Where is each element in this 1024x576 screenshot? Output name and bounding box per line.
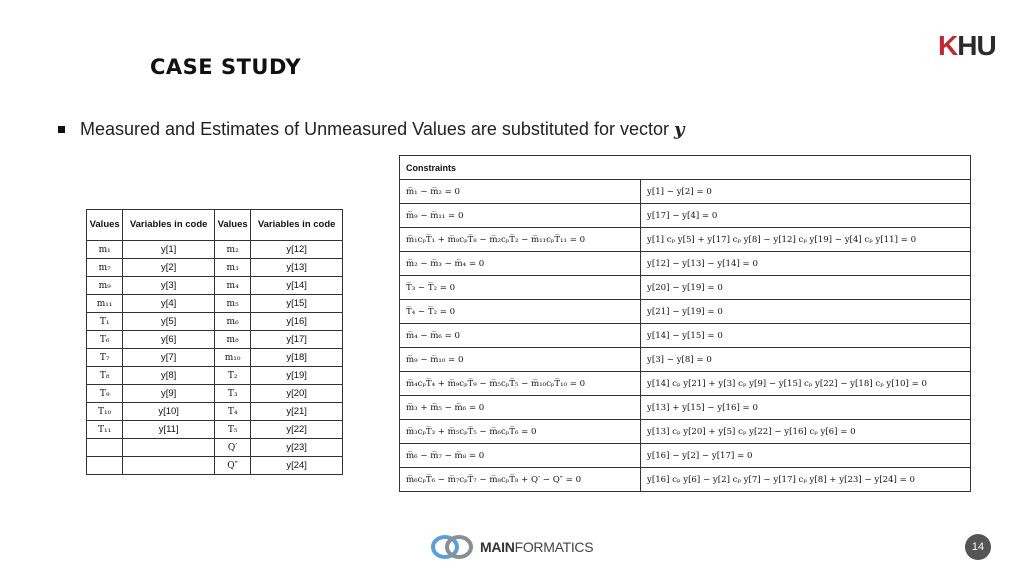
table-cell: m₁	[87, 241, 123, 259]
values-table	[86, 209, 343, 475]
table-cell: y[17]	[251, 331, 343, 349]
constraint-code: y[1] cₚ y[5] + y[17] cₚ y[8] − y[12] cₚ y[19] − y[4] cₚ y[11] = 0	[641, 228, 971, 252]
table-cell	[87, 439, 123, 457]
constraint-row	[400, 180, 971, 204]
table-cell: y[2]	[123, 259, 215, 277]
table-cell: y[9]	[123, 385, 215, 403]
table-cell: y[14]	[251, 277, 343, 295]
table-row	[87, 457, 343, 475]
constraint-equation: m̅₆cₚT̅₆ − m̅₇cₚT̅₇ − m̅₈cₚT̅₈ + Q′ − Q″ = 0	[400, 468, 641, 492]
table-cell: y[16]	[251, 313, 343, 331]
table-cell: y[21]	[251, 403, 343, 421]
table-cell: m₆	[214, 313, 250, 331]
constraint-code: y[1] − y[2] = 0	[641, 180, 971, 204]
constraint-code: y[14] cₚ y[21] + y[3] cₚ y[9] − y[15] cₚ y[22] − y[18] cₚ y[10] = 0	[641, 372, 971, 396]
table-cell: m₈	[214, 331, 250, 349]
table-cell	[87, 457, 123, 475]
table-cell: y[11]	[123, 421, 215, 439]
table-cell: y[18]	[251, 349, 343, 367]
mainformatics-logo	[430, 533, 593, 561]
table-cell: y[1]	[123, 241, 215, 259]
constraint-code: y[13] cₚ y[20] + y[5] cₚ y[22] − y[16] cₚ y[6] = 0	[641, 420, 971, 444]
constraint-equation: m̅₉ − m̅₁₁ = 0	[400, 204, 641, 228]
constraints-table	[399, 155, 971, 492]
table-row	[87, 241, 343, 259]
table-row	[87, 439, 343, 457]
table-cell: y[12]	[251, 241, 343, 259]
table-cell: m₁₁	[87, 295, 123, 313]
constraint-row	[400, 300, 971, 324]
constraint-equation: T̅₃ − T̅₂ = 0	[400, 276, 641, 300]
constraints-header: Constraints	[400, 156, 971, 180]
constraint-code: y[17] − y[4] = 0	[641, 204, 971, 228]
constraint-equation: m̅₉ − m̅₁₀ = 0	[400, 348, 641, 372]
table-row	[87, 313, 343, 331]
table-cell: y[22]	[251, 421, 343, 439]
bullet-point	[58, 119, 684, 140]
bullet-text: Measured and Estimates of Unmeasured Values are substituted for vector	[80, 119, 669, 139]
constraint-row	[400, 324, 971, 348]
header-variables-2: Variables in code	[251, 210, 343, 241]
constraint-row	[400, 420, 971, 444]
table-row	[87, 349, 343, 367]
constraint-equation: m̅₁cₚT̅₁ + m̅₈cₚT̅₈ − m̅₂cₚT̅₂ − m̅₁₁cₚT̅₁₁ = 0	[400, 228, 641, 252]
constraint-row	[400, 372, 971, 396]
table-cell: T₂	[214, 367, 250, 385]
bullet-vector: y	[673, 119, 685, 140]
constraint-row	[400, 444, 971, 468]
page-title: CASE STUDY	[150, 55, 302, 79]
constraint-equation: m̅₁ − m̅₂ = 0	[400, 180, 641, 204]
constraint-code: y[16] cₚ y[6] − y[2] cₚ y[7] − y[17] cₚ y[8] + y[23] − y[24] = 0	[641, 468, 971, 492]
constraint-row	[400, 468, 971, 492]
mainformatics-text: MAINFORMATICS	[480, 539, 594, 555]
table-cell: y[10]	[123, 403, 215, 421]
constraint-code: y[21] − y[19] = 0	[641, 300, 971, 324]
table-row	[87, 331, 343, 349]
bullet-square-icon	[58, 126, 65, 133]
table-row	[87, 295, 343, 313]
table-cell: m₉	[87, 277, 123, 295]
table-cell: T₇	[87, 349, 123, 367]
table-cell: y[8]	[123, 367, 215, 385]
constraint-row	[400, 396, 971, 420]
constraint-code: y[3] − y[8] = 0	[641, 348, 971, 372]
table-cell: y[5]	[123, 313, 215, 331]
table-cell: y[4]	[123, 295, 215, 313]
constraint-row	[400, 348, 971, 372]
table-cell: y[19]	[251, 367, 343, 385]
table-cell: T₁	[87, 313, 123, 331]
values-table-header	[87, 210, 343, 241]
table-cell: T₄	[214, 403, 250, 421]
table-cell: T₈	[87, 367, 123, 385]
table-cell: m₄	[214, 277, 250, 295]
page-number: 14	[965, 534, 991, 560]
table-cell: Q′	[214, 439, 250, 457]
table-cell: y[7]	[123, 349, 215, 367]
constraint-equation: m̅₄ − m̅₆ = 0	[400, 324, 641, 348]
table-cell: T₅	[214, 421, 250, 439]
table-cell: y[24]	[251, 457, 343, 475]
table-cell: y[3]	[123, 277, 215, 295]
constraint-code: y[13] + y[15] − y[16] = 0	[641, 396, 971, 420]
header-variables: Variables in code	[123, 210, 215, 241]
table-cell: m₇	[87, 259, 123, 277]
constraint-row	[400, 252, 971, 276]
table-cell: m₂	[214, 241, 250, 259]
table-row	[87, 367, 343, 385]
table-row	[87, 421, 343, 439]
table-cell: m₅	[214, 295, 250, 313]
table-row	[87, 277, 343, 295]
table-cell	[123, 439, 215, 457]
table-cell: T₉	[87, 385, 123, 403]
khu-logo: KHU	[938, 30, 996, 61]
table-row	[87, 259, 343, 277]
header-values-2: Values	[214, 210, 250, 241]
table-cell: m₁₀	[214, 349, 250, 367]
constraint-code: y[16] − y[2] − y[17] = 0	[641, 444, 971, 468]
table-cell: y[6]	[123, 331, 215, 349]
constraint-equation: m̅₃ + m̅₅ − m̅₆ = 0	[400, 396, 641, 420]
table-cell: T₁₁	[87, 421, 123, 439]
constraint-code: y[20] − y[19] = 0	[641, 276, 971, 300]
constraints-header-row	[400, 156, 971, 180]
table-cell: y[23]	[251, 439, 343, 457]
constraint-row	[400, 204, 971, 228]
table-cell: y[20]	[251, 385, 343, 403]
table-cell: T₆	[87, 331, 123, 349]
chain-link-icon	[430, 533, 474, 561]
table-cell: y[13]	[251, 259, 343, 277]
constraint-equation: m̅₄cₚT̅₄ + m̅₉cₚT̅₉ − m̅₅cₚT̅₅ − m̅₁₀cₚT̅₁₀ = 0	[400, 372, 641, 396]
constraint-equation: T̅₄ − T̅₂ = 0	[400, 300, 641, 324]
constraint-equation: m̅₃cₚT̅₃ + m̅₅cₚT̅₅ − m̅₆cₚT̅₆ = 0	[400, 420, 641, 444]
constraint-equation: m̅₂ − m̅₃ − m̅₄ = 0	[400, 252, 641, 276]
table-cell	[123, 457, 215, 475]
constraint-code: y[12] − y[13] − y[14] = 0	[641, 252, 971, 276]
table-row	[87, 385, 343, 403]
constraint-row	[400, 276, 971, 300]
constraint-row	[400, 228, 971, 252]
table-cell: m₃	[214, 259, 250, 277]
constraint-equation: m̅₆ − m̅₇ − m̅₈ = 0	[400, 444, 641, 468]
table-cell: T₃	[214, 385, 250, 403]
table-row	[87, 403, 343, 421]
table-cell: Q″	[214, 457, 250, 475]
table-cell: T₁₀	[87, 403, 123, 421]
constraint-code: y[14] − y[15] = 0	[641, 324, 971, 348]
header-values: Values	[87, 210, 123, 241]
table-cell: y[15]	[251, 295, 343, 313]
